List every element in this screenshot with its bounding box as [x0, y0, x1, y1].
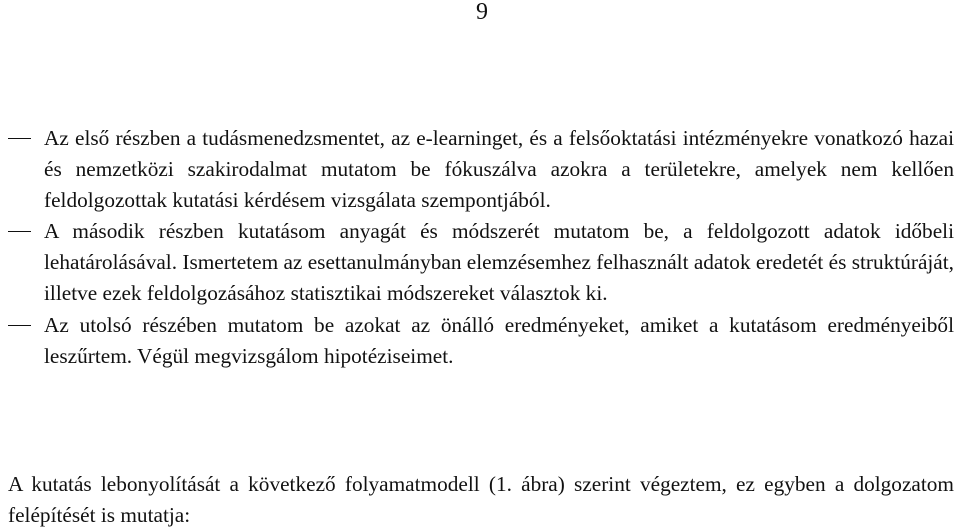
- bullet-item-first-part: [8, 123, 954, 216]
- dash-bullet-icon: [8, 138, 31, 139]
- page-number: 9: [476, 0, 488, 25]
- bullet-text: A második részben kutatásom anyagát és módszerét mutatom be, a feldolgozott adatok időbeli lehatárolásával. Ismertetem az esettanulmányban elemzésemhez felhasznált adatok eredetét és struktúráját, illetve ezek feldolgozásához statisztikai módszereket választok ki.: [44, 219, 955, 306]
- bullet-list: [8, 123, 954, 372]
- dash-bullet-icon: [8, 325, 31, 326]
- dash-bullet-icon: [8, 231, 31, 232]
- closing-paragraph: A kutatás lebonyolítását a következő folyamatmodell (1. ábra) szerint végeztem, ez egyben a dolgozatom felépítését is mutatja:: [8, 472, 954, 528]
- bullet-item-second-part: [8, 216, 954, 309]
- bullet-item-last-part: [8, 310, 954, 372]
- bullet-text: Az utolsó részében mutatom be azokat az önálló eredményeket, amiket a kutatásom eredményeiből leszűrtem. Végül megvizsgálom hipotéziseimet.: [44, 312, 954, 368]
- bullet-text: Az első részben a tudásmenedzsmentet, az e-learninget, és a felsőoktatási intézményekre vonatkozó hazai és nemzetközi szakirodalmat mutatom be fókuszálva azokra a területekre, amelyek nem kellően feldolgozottak kutatási kérdésem vizsgálata szempontjából.: [44, 126, 954, 213]
